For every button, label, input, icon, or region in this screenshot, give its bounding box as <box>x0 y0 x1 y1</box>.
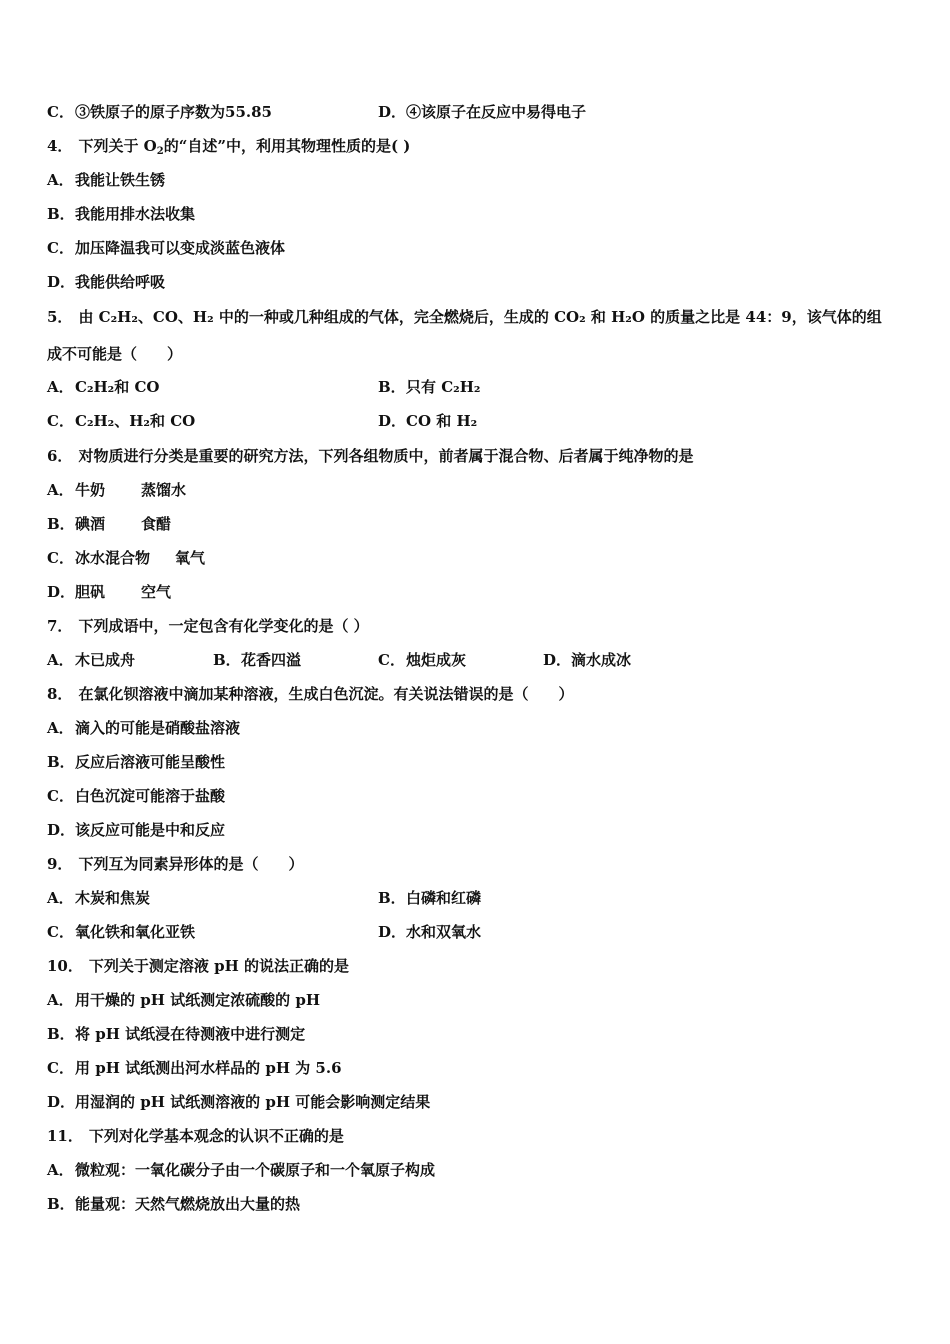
q5-stem-line2 <box>47 344 182 364</box>
option-label: B． <box>47 515 75 533</box>
q6-option-c <box>47 548 205 568</box>
option-label: B． <box>213 651 241 669</box>
option-text: 滴入的可能是硝酸盐溶液 <box>75 719 241 737</box>
option-label: D． <box>47 821 76 839</box>
q7-option-d <box>543 650 631 670</box>
option-first: 牛奶 <box>75 481 106 499</box>
option-text: 能量观：天然气燃烧放出大量的热 <box>75 1195 301 1213</box>
option-label: C． <box>47 412 74 430</box>
option-text: CO 和 H₂ <box>406 412 478 430</box>
option-label: B． <box>47 1025 75 1043</box>
option-text: C₂H₂和 CO <box>75 378 160 396</box>
option-label: D． <box>47 1093 76 1111</box>
question-stem: 下列对化学基本观念的认识不正确的是 <box>88 1127 344 1145</box>
question-stem: 下列互为同素异形体的是（ ） <box>78 855 304 873</box>
option-first: 冰水混合物 <box>75 549 151 567</box>
question-number: 7． <box>47 617 73 635</box>
option-label: A． <box>47 719 74 737</box>
option-label: B． <box>47 205 75 223</box>
q8-option-b <box>47 752 225 772</box>
option-text: 我能让铁生锈 <box>75 171 166 189</box>
option-label: D． <box>47 273 76 291</box>
option-text: 加压降温我可以变成淡蓝色液体 <box>75 239 286 257</box>
question-number: 5． <box>47 308 73 326</box>
q6-option-b <box>47 514 171 534</box>
question-stem-part: 下列关于 O <box>78 137 157 155</box>
option-text: 花香四溢 <box>241 651 302 669</box>
option-label: D． <box>543 651 572 669</box>
option-text: 用湿润的 pH 试纸测溶液的 pH 可能会影响测定结果 <box>75 1093 431 1111</box>
q9-stem <box>47 854 303 874</box>
question-number: 10． <box>47 957 83 975</box>
option-label: C． <box>47 923 74 941</box>
q4-option-d <box>47 272 165 292</box>
q9-option-c <box>47 922 195 942</box>
question-stem: 下列成语中，一定包含有化学变化的是（ ） <box>78 617 369 635</box>
q5-stem-line1 <box>47 307 882 327</box>
option-text: 用 pH 试纸测出河水样品的 pH 为 5.6 <box>75 1059 342 1077</box>
option-label: A． <box>47 1161 74 1179</box>
q9-option-d <box>378 922 481 942</box>
option-text: 我能供给呼吸 <box>75 273 166 291</box>
q6-option-d <box>47 582 171 602</box>
option-label: A． <box>47 481 74 499</box>
option-text: 我能用排水法收集 <box>75 205 196 223</box>
option-text: C₂H₂、H₂和 CO <box>75 412 196 430</box>
option-text: ④该原子在反应中易得电子 <box>406 103 587 121</box>
option-text: 氧化铁和氧化亚铁 <box>75 923 196 941</box>
option-label: D． <box>378 412 407 430</box>
option-label: D． <box>378 923 407 941</box>
option-text: 该反应可能是中和反应 <box>75 821 226 839</box>
option-text: 木已成舟 <box>75 651 136 669</box>
option-label: C． <box>47 1059 74 1077</box>
q7-option-c <box>378 650 466 670</box>
q7-option-b <box>213 650 301 670</box>
q6-stem <box>47 446 693 466</box>
option-text: ③铁原子的原子序数为55.85 <box>75 103 272 121</box>
q7-option-a <box>47 650 135 670</box>
option-label: C． <box>47 103 74 121</box>
q8-option-a <box>47 718 240 738</box>
q5-option-a <box>47 377 159 397</box>
q4-option-c <box>47 238 285 258</box>
question-number: 9． <box>47 855 73 873</box>
q6-option-a <box>47 480 186 500</box>
option-label: A． <box>47 651 74 669</box>
option-text: 微粒观：一氧化碳分子由一个碳原子和一个氧原子构成 <box>75 1161 436 1179</box>
q11-option-a <box>47 1160 435 1180</box>
option-text: 烛炬成灰 <box>406 651 467 669</box>
q10-option-c <box>47 1058 342 1078</box>
option-text: 用干燥的 pH 试纸测定浓硫酸的 pH <box>75 991 320 1009</box>
q11-option-b <box>47 1194 300 1214</box>
option-label: C． <box>378 651 405 669</box>
option-label: C． <box>47 549 74 567</box>
question-stem-part: 的“自述”中，利用其物理性质的是( ) <box>163 137 411 155</box>
option-second: 食醋 <box>141 515 172 533</box>
q11-stem <box>47 1126 344 1146</box>
q3-option-d <box>378 102 586 122</box>
question-number: 11． <box>47 1127 83 1145</box>
option-first: 胆矾 <box>75 583 106 601</box>
question-stem: 对物质进行分类是重要的研究方法，下列各组物质中，前者属于混合物、后者属于纯净物的是 <box>78 447 694 465</box>
option-label: C． <box>47 239 74 257</box>
option-label: B． <box>47 1195 75 1213</box>
question-stem: 由 C₂H₂、CO、H₂ 中的一种或几种组成的气体，完全燃烧后，生成的 CO₂ 和 H₂O 的质量之比是 44：9，该气体的组 <box>78 308 882 326</box>
q5-option-c <box>47 411 195 431</box>
option-label: A． <box>47 378 74 396</box>
question-number: 6． <box>47 447 73 465</box>
q7-stem <box>47 616 369 636</box>
option-second: 空气 <box>141 583 172 601</box>
q10-stem <box>47 956 349 976</box>
option-label: D． <box>378 103 407 121</box>
q8-option-c <box>47 786 225 806</box>
q3-option-c <box>47 102 272 122</box>
q9-option-a <box>47 888 150 908</box>
option-text: 只有 C₂H₂ <box>406 378 481 396</box>
option-second: 氧气 <box>175 549 206 567</box>
q9-option-b <box>378 888 481 908</box>
q10-option-a <box>47 990 320 1010</box>
q5-option-b <box>378 377 480 397</box>
q4-option-b <box>47 204 195 224</box>
option-label: B． <box>378 889 406 907</box>
q5-option-d <box>378 411 477 431</box>
option-label: B． <box>47 753 75 771</box>
option-text: 白色沉淀可能溶于盐酸 <box>75 787 226 805</box>
q8-stem <box>47 684 573 704</box>
question-stem: 下列关于测定溶液 pH 的说法正确的是 <box>88 957 349 975</box>
q10-option-b <box>47 1024 305 1044</box>
option-label: D． <box>47 583 76 601</box>
option-text: 木炭和焦炭 <box>75 889 151 907</box>
option-label: A． <box>47 889 74 907</box>
question-number: 8． <box>47 685 73 703</box>
option-text: 白磷和红磷 <box>406 889 482 907</box>
question-stem: 成不可能是（ ） <box>47 345 183 363</box>
option-label: A． <box>47 991 74 1009</box>
q8-option-d <box>47 820 225 840</box>
option-text: 滴水成冰 <box>571 651 632 669</box>
q10-option-d <box>47 1092 430 1112</box>
subscript: 2 <box>156 146 164 157</box>
q4-option-a <box>47 170 165 190</box>
option-label: C． <box>47 787 74 805</box>
option-label: A． <box>47 171 74 189</box>
question-number: 4． <box>47 137 73 155</box>
option-first: 碘酒 <box>75 515 106 533</box>
option-label: B． <box>378 378 406 396</box>
option-text: 反应后溶液可能呈酸性 <box>75 753 226 771</box>
q4-stem <box>47 136 410 156</box>
question-stem: 在氯化钡溶液中滴加某种溶液，生成白色沉淀。有关说法错误的是（ ） <box>78 685 574 703</box>
option-second: 蒸馏水 <box>141 481 187 499</box>
option-text: 水和双氧水 <box>406 923 482 941</box>
option-text: 将 pH 试纸浸在待测液中进行测定 <box>75 1025 306 1043</box>
